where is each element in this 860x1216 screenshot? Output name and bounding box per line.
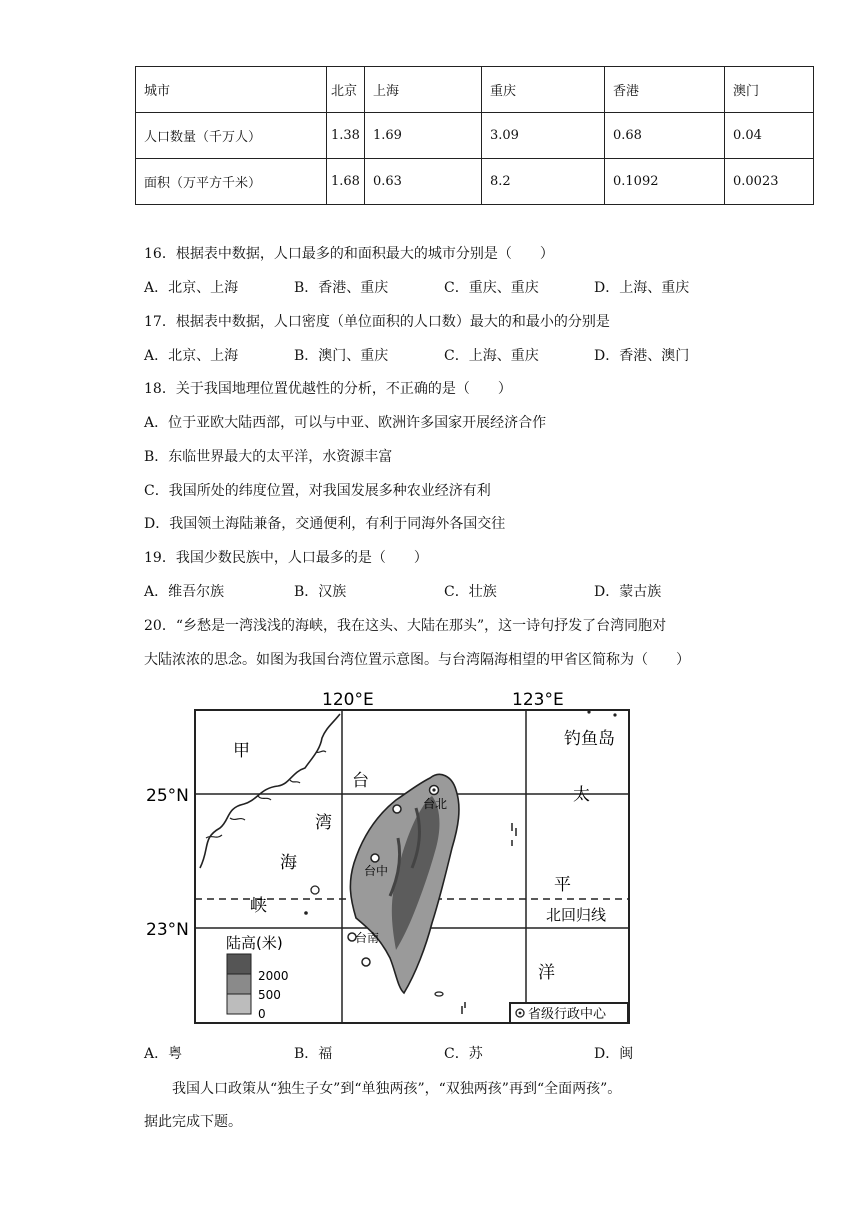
table-cell: 1.69 — [365, 113, 482, 159]
lon-label-120: 120°E — [322, 690, 374, 710]
lon-label-123: 123°E — [512, 690, 564, 710]
q19-option-c: C．壮族 — [444, 584, 497, 600]
ocean-char: 洋 — [538, 963, 555, 983]
capital-legend-label: 省级行政中心 — [528, 1007, 607, 1022]
islet-marks — [462, 823, 516, 1014]
closing-paragraph-line1: 我国人口政策从“独生子女”到“单独两孩”，“双独两孩”再到“全面两孩”。 — [172, 1081, 622, 1097]
table-row — [136, 67, 814, 113]
jia-province-label: 甲 — [233, 741, 250, 761]
table-cell: 1.38 — [327, 113, 365, 159]
q16-option-a: A．北京、上海 — [144, 280, 239, 296]
q18-option-d: D．我国领土海陆兼备，交通便利，有利于同海外各国交往 — [144, 516, 506, 532]
strait-char: 湾 — [315, 813, 332, 833]
islet-dot — [613, 713, 616, 716]
city-marker — [393, 805, 401, 813]
strait-char: 峡 — [250, 896, 267, 916]
question-20-stem: 20．“乡愁是一湾浅浅的海峡，我在这头、大陆在那头”，这一诗句抒发了台湾同胞对 — [144, 618, 667, 634]
closing-paragraph-line2: 据此完成下题。 — [144, 1114, 242, 1130]
lat-label-23: 23°N — [146, 920, 189, 940]
data-table — [135, 66, 814, 205]
table-cell: 0.63 — [365, 159, 482, 205]
q20-option-c: C．苏 — [444, 1046, 483, 1062]
question-16-stem: 16．根据表中数据，人口最多的和面积最大的城市分别是（ ） — [144, 246, 554, 262]
q18-option-c: C．我国所处的纬度位置，对我国发展多种农业经济有利 — [144, 483, 491, 499]
table-cell: 0.04 — [725, 113, 814, 159]
table-cell: 人口数量（千万人） — [136, 113, 327, 159]
diaoyu-label: 钓鱼岛 — [564, 729, 615, 749]
q16-option-d: D．上海、重庆 — [594, 280, 690, 296]
city-marker — [362, 958, 370, 966]
small-island — [304, 911, 308, 915]
strait-char: 海 — [280, 853, 297, 873]
q20-option-a: A．粤 — [144, 1046, 183, 1062]
legend-swatch-low — [227, 994, 251, 1014]
table-cell: 澳门 — [725, 67, 814, 113]
legend-title: 陆高(米) — [226, 934, 283, 952]
table-row — [136, 113, 814, 159]
q19-option-d: D．蒙古族 — [594, 584, 662, 600]
question-17-stem: 17．根据表中数据，人口密度（单位面积的人口数）最大的和最小的分别是 — [144, 314, 610, 330]
taiwan-location-map — [140, 688, 640, 1034]
table-cell: 上海 — [365, 67, 482, 113]
q18-option-b: B．东临世界最大的太平洋，水资源丰富 — [144, 449, 393, 465]
capital-legend-icon-dot — [519, 1012, 522, 1015]
q17-option-a: A．北京、上海 — [144, 348, 239, 364]
legend-value: 0 — [258, 1007, 266, 1021]
lat-label-25: 25°N — [146, 786, 189, 806]
ocean-char: 平 — [554, 875, 571, 895]
q17-option-b: B．澳门、重庆 — [294, 348, 389, 364]
taizhong-label: 台中 — [364, 864, 389, 878]
q19-option-b: B．汉族 — [294, 584, 347, 600]
table-row — [136, 159, 814, 205]
table-cell: 北京 — [327, 67, 365, 113]
mainland-coastline — [200, 714, 340, 868]
question-20-stem-cont: 大陆浓浓的思念。如图为我国台湾位置示意图。与台湾隔海相望的甲省区简称为（ ） — [144, 652, 690, 668]
table-cell: 0.1092 — [605, 159, 725, 205]
table-cell: 3.09 — [482, 113, 605, 159]
q16-option-b: B．香港、重庆 — [294, 280, 389, 296]
table-cell: 8.2 — [482, 159, 605, 205]
table-cell: 香港 — [605, 67, 725, 113]
q16-option-c: C．重庆、重庆 — [444, 280, 539, 296]
taibei-label: 台北 — [423, 797, 448, 811]
table-cell: 重庆 — [482, 67, 605, 113]
q18-option-a: A．位于亚欧大陆西部，可以与中亚、欧洲许多国家开展经济合作 — [144, 415, 547, 431]
taizhong-marker — [371, 854, 379, 862]
legend-swatch-mid — [227, 974, 251, 994]
penghu-island — [311, 886, 319, 894]
ocean-char: 太 — [573, 785, 590, 805]
question-19-stem: 19．我国少数民族中，人口最多的是（ ） — [144, 550, 428, 566]
table-cell: 面积（万平方千米） — [136, 159, 327, 205]
table-cell: 1.68 — [327, 159, 365, 205]
legend-value: 2000 — [258, 969, 289, 983]
legend-value: 500 — [258, 988, 281, 1002]
table-cell: 0.0023 — [725, 159, 814, 205]
q20-option-b: B．福 — [294, 1046, 333, 1062]
table-cell: 城市 — [136, 67, 327, 113]
small-island — [435, 992, 443, 996]
taibei-capital-dot — [432, 788, 435, 791]
tropic-label: 北回归线 — [546, 906, 607, 924]
q20-option-d: D．闽 — [594, 1046, 634, 1062]
q19-option-a: A．维吾尔族 — [144, 584, 225, 600]
question-18-stem: 18．关于我国地理位置优越性的分析，不正确的是（ ） — [144, 381, 512, 397]
q17-option-c: C．上海、重庆 — [444, 348, 539, 364]
islet-dot — [587, 710, 590, 713]
tainan-label: 台南 — [355, 931, 380, 945]
q17-option-d: D．香港、澳门 — [594, 348, 690, 364]
table-cell: 0.68 — [605, 113, 725, 159]
legend-swatch-high — [227, 954, 251, 974]
strait-char: 台 — [352, 771, 369, 791]
